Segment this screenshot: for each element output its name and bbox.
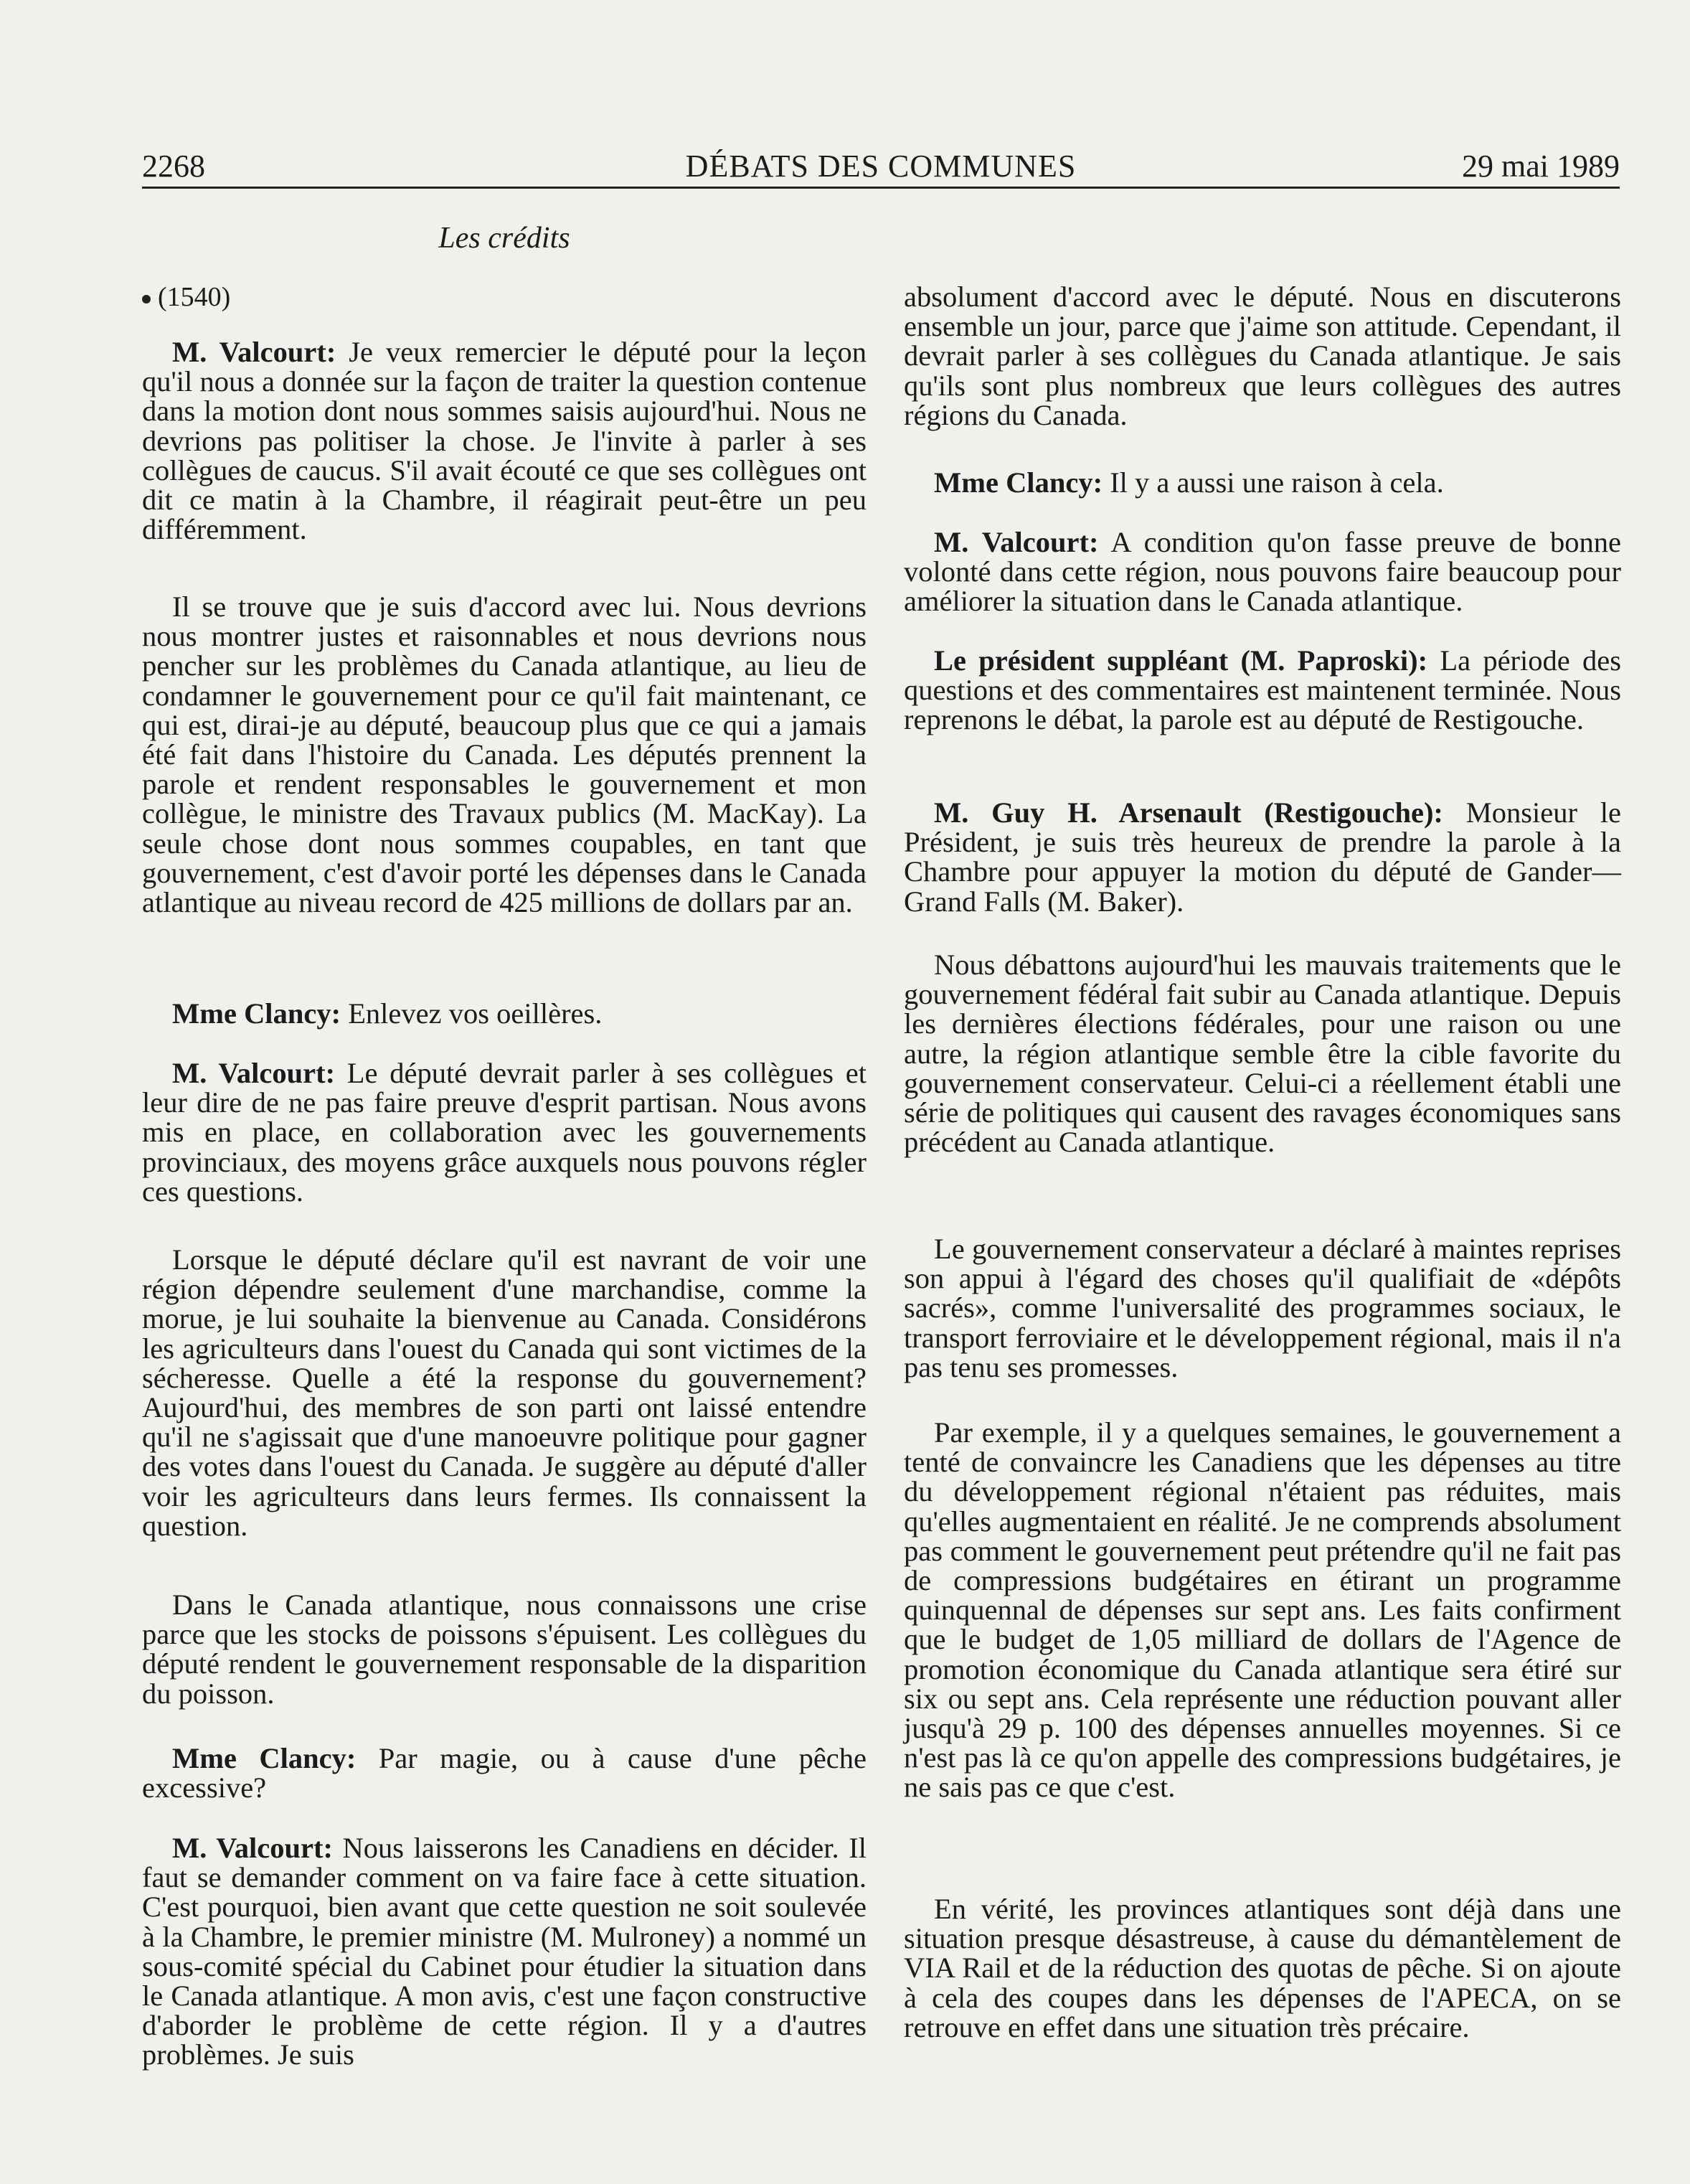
paragraph-text: Lorsque le député déclare qu'il est navrant de voir une région dépendre seulement d'une marchandise, comme la morue, je lui souhaite la bienvenue au Canada. Considérons les agriculteurs dans l'ouest du Canada qui sont victimes de la sécheresse. Quelle a été la response du gouvernement? Aujourd'hui, des membres de son parti ont laissé entendre qu'il ne s'agissait que d'une manoeuvre politique pour gagner des votes dans l'ouest du Canada. Je suggère au député d'aller voir les agriculteurs dans leurs fermes. Ils connaissent la question. bbox=[142, 1243, 867, 1542]
publication-date: 29 mai 1989 bbox=[1462, 149, 1620, 184]
paragraph-text: Nous débattons aujourd'hui les mauvais traitements que le gouvernement fédéral fait subir au Canada atlantique. Depuis les dernières élections fédérales, pour une raison ou une autre, la région atlantique semble être la cible favorite du gouvernement conservateur. Celui-ci a réellement établi une série de politiques qui causent des ravages économiques sans précédent au Canada atlantique. bbox=[904, 949, 1621, 1159]
speaker-name: M. Guy H. Arsenault (Restigouche): bbox=[934, 796, 1443, 829]
paragraph-text: Le député devrait parler à ses collègues et leur dire de ne pas faire preuve d'esprit partisan. Nous avons mis en place, en collaboration avec les gouvernements provinciaux, des moyens grâce auxquels nous pouvons régler ces questions. bbox=[142, 1057, 867, 1208]
speaker-name: Mme Clancy: bbox=[172, 997, 341, 1030]
paragraph bbox=[142, 1590, 867, 1708]
paragraph-text: Le gouvernement conservateur a déclaré à maintes reprises son appui à l'égard des choses qu'il qualifiait de «dépôts sacrés», comme l'universalité des programmes sociaux, le transport ferroviaire et le développement régional, mais il n'a pas tenu ses promesses. bbox=[904, 1233, 1621, 1383]
paragraph-text: Il se trouve que je suis d'accord avec lui. Nous devrions nous montrer justes et raisonnables et nous devrions nous pencher sur les problèmes du Canada atlantique, au lieu de condamner le gouvernement pour ce qu'il fait maintenant, ce qui est, dirai-je au député, beaucoup plus que ce qui a jamais été fait dans l'histoire du Canada. Les députés prennent la parole et rendent responsables le gouvernement et mon collègue, le ministre des Travaux publics (M. MacKay). La seule chose dont nous sommes coupables, en tant que gouvernement, c'est d'avoir porté les dépenses dans le Canada atlantique au niveau record de 425 millions de dollars par an. bbox=[142, 590, 867, 919]
speaker-name: M. Valcourt: bbox=[172, 1832, 333, 1864]
paragraph-text: Monsieur le Président, je suis très heureux de prendre la parole à la Chambre pour appuyer la motion du député de Gander—Grand Falls (M. Baker). bbox=[904, 796, 1621, 918]
paragraph-text: Enlevez vos oeillères. bbox=[341, 997, 603, 1030]
speaker-name: Le président suppléant (M. Paproski): bbox=[934, 644, 1428, 677]
speaker-name: Mme Clancy: bbox=[934, 466, 1103, 499]
paragraph bbox=[904, 798, 1621, 916]
speaker-name: M. Valcourt: bbox=[934, 526, 1099, 558]
paragraph bbox=[904, 1418, 1621, 1802]
publication-title: DÉBATS DES COMMUNES bbox=[685, 149, 1077, 184]
paragraph bbox=[904, 1234, 1621, 1382]
speaker-name: M. Valcourt: bbox=[172, 336, 336, 368]
paragraph-text: Je veux remercier le député pour la leçon qu'il nous a donnée sur la façon de traiter la question contenue dans la motion dont nous sommes saisis aujourd'hui. Nous ne devrions pas politiser la chose. Je l'invite à parler à ses collègues de caucus. S'il avait écouté ce que ses collègues ont dit ce matin à la Chambre, il réagirait peut-être un peu différemment. bbox=[142, 336, 867, 546]
paragraph bbox=[142, 1245, 867, 1540]
paragraph bbox=[904, 950, 1621, 1157]
paragraph bbox=[904, 468, 1621, 497]
paragraph-text: absolument d'accord avec le député. Nous en discuterons ensemble un jour, parce que j'aime son attitude. Cependant, il devrait parler à ses collègues du Canada atlantique. Je sais qu'ils sont plus nombreux que leurs collègues des autres régions du Canada. bbox=[904, 281, 1621, 431]
paragraph bbox=[142, 1743, 867, 1802]
paragraph-text: Dans le Canada atlantique, nous connaissons une crise parce que les stocks de poissons s'épuisent. Les collègues du député rendent le gouvernement responsable de la disparition du poisson. bbox=[142, 1588, 867, 1710]
speaker-name: Mme Clancy: bbox=[172, 1742, 357, 1774]
paragraph bbox=[142, 337, 867, 544]
paragraph bbox=[904, 282, 1621, 430]
paragraph-text: Nous laisserons les Canadiens en décider. Il faut se demander comment on va faire face à cette situation. C'est pourquoi, bien avant que cette question ne soit soulevée à la Chambre, le premier ministre (M. Mulroney) a nommé un sous-comité spécial du Cabinet pour étudier la situation dans le Canada atlantique. A mon avis, c'est une façon constructive d'aborder le problème de cette région. Il y a d'autres problèmes. Je suis bbox=[142, 1832, 867, 2071]
paragraph bbox=[904, 1894, 1621, 2042]
paragraph-text: A condition qu'on fasse preuve de bonne volonté dans cette région, nous pouvons faire beaucoup pour améliorer la situation dans le Canada atlantique. bbox=[904, 526, 1621, 618]
page-number: 2268 bbox=[142, 149, 205, 184]
bullet-icon bbox=[142, 295, 151, 303]
paragraph-text: La période des questions et des commentaires est maintenent terminée. Nous reprenons le débat, la parole est au député de Restigouche. bbox=[904, 644, 1621, 736]
paragraph bbox=[142, 1058, 867, 1206]
paragraph-text: Il y a aussi une raison à cela. bbox=[1103, 466, 1444, 499]
speaker-name: M. Valcourt: bbox=[172, 1057, 336, 1089]
paragraph bbox=[142, 999, 867, 1028]
paragraph-text: Par exemple, il y a quelques semaines, le gouvernement a tenté de convaincre les Canadiens que les dépenses au titre du développement régional n'étaient pas réduites, mais qu'elles augmentaient en réalité. Je ne comprends absolument pas comment le gouvernement peut prétendre qu'il ne fait pas de compressions budgétaires en étirant un programme quinquennal de dépenses sur sept ans. Les faits confirment que le budget de 1,05 milliard de dollars de l'Agence de promotion économique du Canada atlantique sera étiré sur six ou sept ans. Cela représente une réduction pouvant aller jusqu'à 29 p. 100 des dépenses annuelles moyennes. Si ce n'est pas là ce qu'on appelle des compressions budgétaires, je ne sais pas ce que c'est. bbox=[904, 1416, 1621, 1804]
paragraph bbox=[142, 1833, 867, 2070]
timestamp bbox=[142, 283, 230, 312]
page-header bbox=[142, 142, 1620, 189]
paragraph bbox=[142, 592, 867, 917]
section-title: Les crédits bbox=[438, 222, 570, 255]
paragraph-text: En vérité, les provinces atlantiques sont déjà dans une situation presque désastreuse, à cause du démantèlement de VIA Rail et de la réduction des quotas de pêche. Si on ajoute à cela des coupes dans les dépenses de l'APECA, on se retrouve en effet dans une situation très précaire. bbox=[904, 1893, 1621, 2043]
paragraph-text: Par magie, ou à cause d'une pêche excessive? bbox=[142, 1742, 867, 1804]
paragraph bbox=[904, 646, 1621, 735]
timestamp-text: (1540) bbox=[158, 282, 231, 312]
paragraph bbox=[904, 527, 1621, 616]
